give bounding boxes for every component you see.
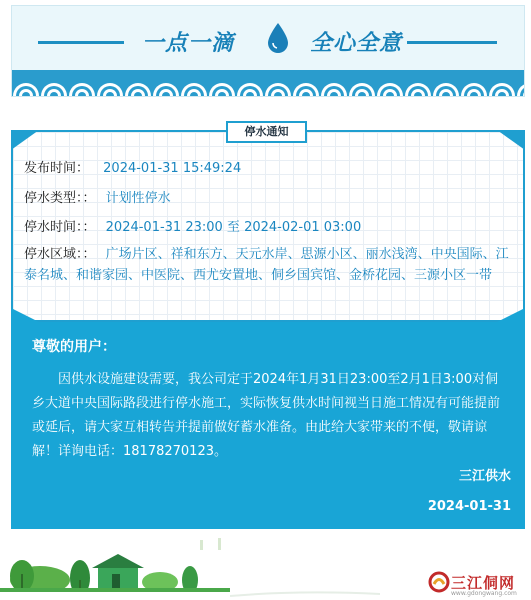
signature-date: 2024-01-31 (427, 499, 511, 514)
publish-time-value: 2024-01-31 15:49:24 (103, 161, 242, 176)
corner-decoration-bottom-left (11, 308, 39, 322)
header-banner (11, 5, 525, 97)
banner-line-left (38, 41, 124, 44)
site-logo-url: www.gdongwang.com (451, 590, 517, 597)
banner-line-right (407, 41, 497, 44)
outage-time-value: 2024-01-31 23:00 至 2024-02-01 03:00 (105, 220, 362, 235)
corner-decoration-bottom-right (497, 308, 525, 322)
outage-type-value: 计划性停水 (105, 191, 171, 206)
outage-area-label: 停水区域：： (24, 247, 96, 262)
wave-pattern (12, 70, 525, 96)
water-drop-icon (266, 22, 290, 54)
message-body: 因供水设施建设需要，我公司定于2024年1月31日23:00至2月1日3:00对侗乡大道中央国际路段进行停水施工，实际恢复供水时间视当日施工情况有可能提前或延后，请大家互相转告并提前做好蓄水准备。由此给大家带来的不便，敬请谅解！详询电话：18178270123。 (32, 372, 501, 459)
outage-time-label: 停水时间：： (24, 220, 96, 235)
publish-time-row (24, 158, 241, 179)
message-box (11, 322, 525, 529)
outage-type-label: 停水类型：： (24, 191, 96, 206)
slogan-left: 一点一滴 (142, 30, 235, 56)
slogan-right: 全心全意 (310, 30, 403, 56)
corner-decoration-left (11, 130, 39, 150)
signature: 三江供水 (458, 469, 511, 484)
notice-title: 停水通知 (226, 121, 307, 143)
greeting: 尊敬的用户： (32, 339, 116, 355)
site-logo-icon (428, 571, 450, 593)
corner-decoration-right (497, 130, 525, 150)
outage-time-row (24, 217, 361, 238)
outage-type-row (24, 188, 171, 209)
outage-area-row (24, 244, 512, 286)
outage-area-value: 广场片区、祥和东方、天元水岸、思源小区、丽水浅湾、中央国际、江泰名城、和谐家园、中医院、西尤安置地、侗乡国宾馆、金桥花园、三源小区一带 (24, 247, 509, 283)
publish-time-label: 发布时间： (24, 161, 90, 176)
site-logo-text[interactable]: 三江侗网 (451, 574, 516, 592)
